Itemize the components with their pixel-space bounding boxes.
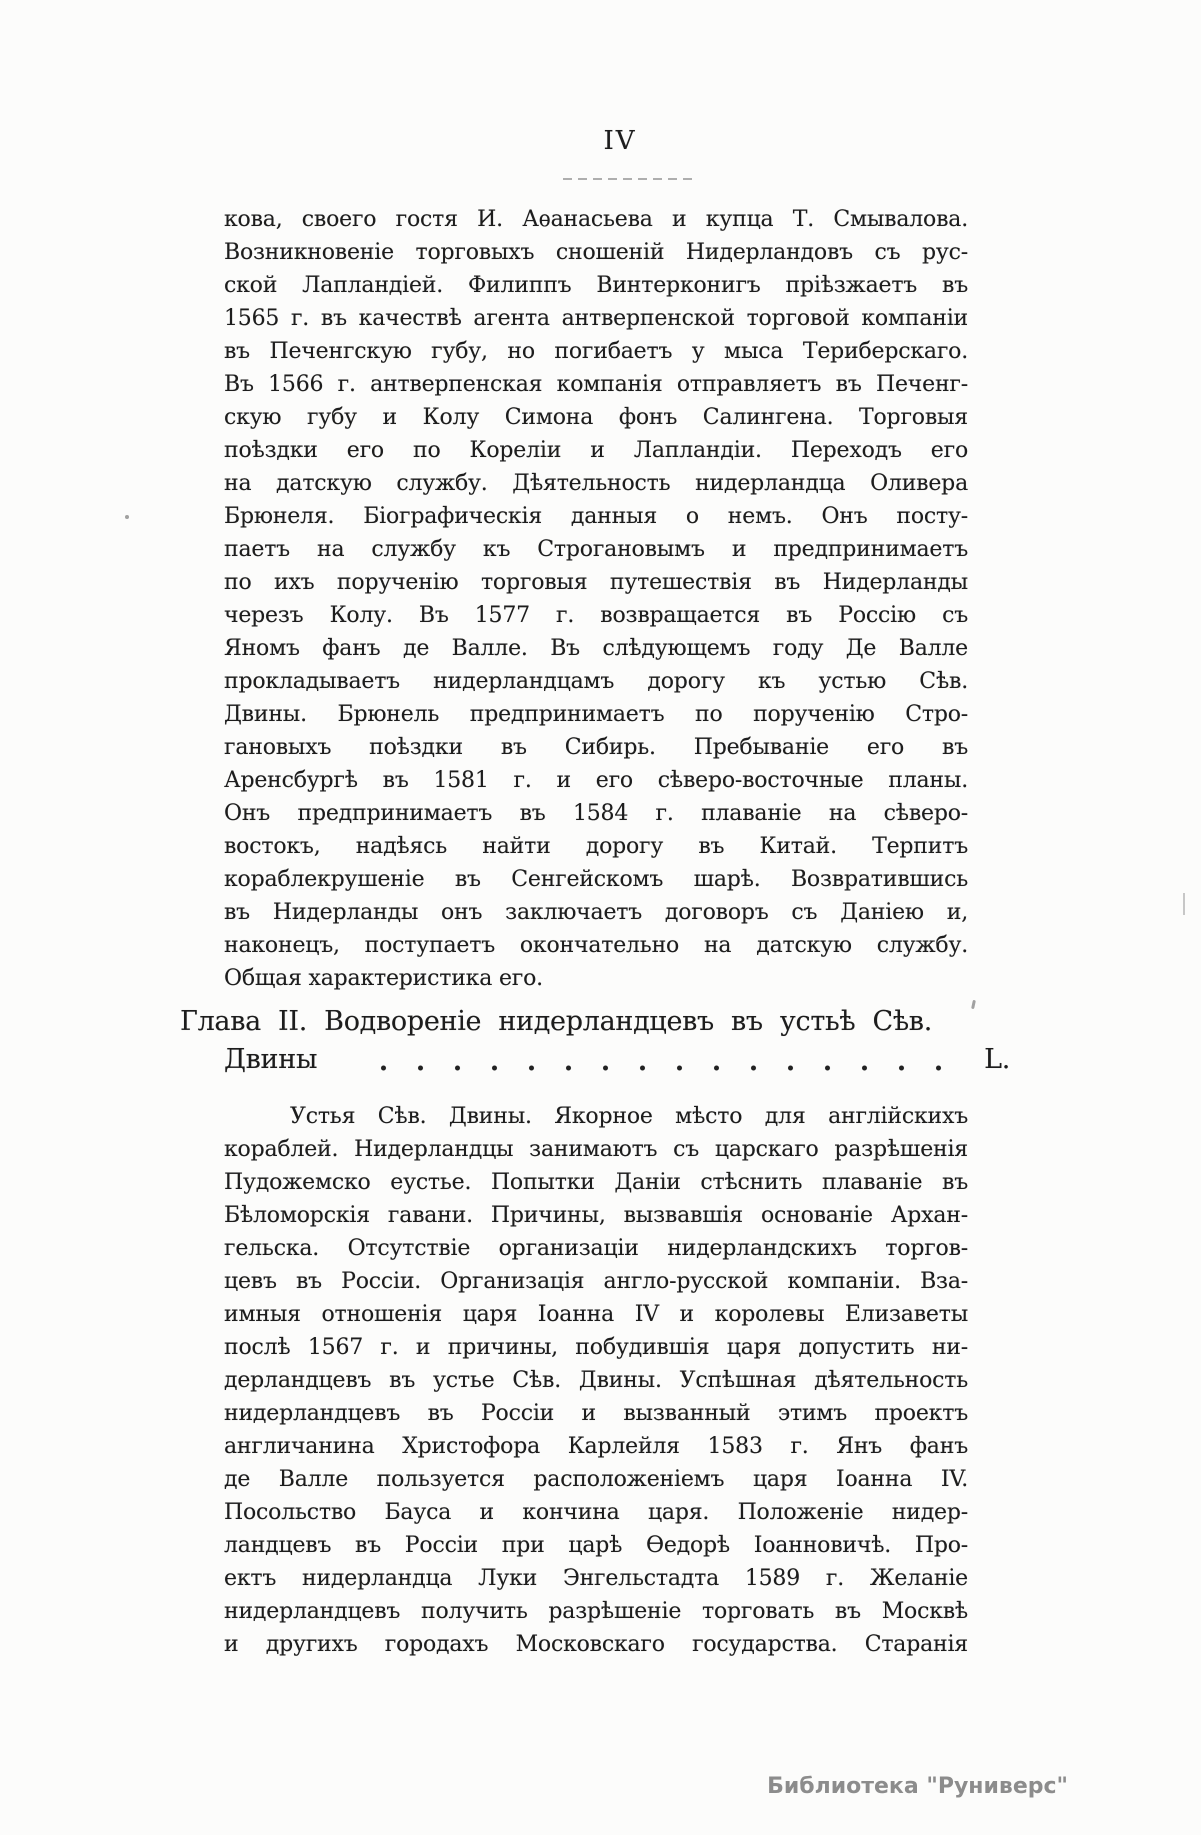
chapter1-summary-paragraph: [224, 203, 968, 962]
toc-text-line: ландцевъ въ Россіи при царѣ Ѳедорѣ Іоанновичѣ. Про-: [224, 1533, 968, 1558]
toc-text-line: нидерландцевъ получить разрѣшеніе торговать въ Москвѣ: [224, 1599, 968, 1624]
library-watermark: Библиотека "Руниверс": [767, 1774, 1068, 1799]
toc-text-line: гельска. Отсутствіе организаціи нидерландскихъ торгов-: [224, 1236, 968, 1261]
page-number-underline: [563, 178, 696, 180]
toc-text-line: Бѣломорскія гавани. Причины, вызвавшія основаніе Архан-: [224, 1203, 968, 1228]
chapter1-summary-last-line: [224, 962, 968, 995]
chapter2-page-reference: L.: [984, 1044, 1010, 1075]
toc-text-line: Посольство Бауса и кончина царя. Положеніе нидер-: [224, 1500, 968, 1525]
toc-text-line: Онъ предпринимаетъ въ 1584 г. плаваніе на сѣверо-: [224, 801, 968, 826]
toc-text-line: дерландцевъ въ устье Сѣв. Двины. Успѣшная дѣятельность: [224, 1368, 968, 1393]
chapter2-summary-paragraph: [224, 1100, 968, 1661]
toc-text-line: черезъ Колу. Въ 1577 г. возвращается въ Россію съ: [224, 603, 968, 628]
chapter2-summary-lines: [224, 1133, 968, 1661]
toc-text-line: Устья Сѣв. Двины. Якорное мѣсто для англійскихъ: [290, 1104, 968, 1129]
toc-text-line: скую губу и Колу Симона фонъ Салингена. Торговыя: [224, 405, 968, 430]
toc-text-line: паетъ на службу къ Строгановымъ и предпринимаетъ: [224, 537, 968, 562]
chapter2-heading-word: Двины: [224, 1044, 318, 1075]
toc-text-line: Брюнеля. Біографическія данныя о немъ. Онъ посту-: [224, 504, 968, 529]
toc-text-line: англичанина Христофора Карлейля 1583 г. Янъ фанъ: [224, 1434, 968, 1459]
toc-text-line: востокъ, надѣясь найти дорогу въ Китай. Терпитъ: [224, 834, 968, 859]
toc-text-line: кораблей. Нидерландцы занимаютъ съ царскаго разрѣшенія: [224, 1137, 968, 1162]
toc-text-line: поѣздки его по Кореліи и Лапландіи. Переходъ его: [224, 438, 968, 463]
toc-text-line: де Валле пользуется расположеніемъ царя Іоанна IV.: [224, 1467, 968, 1492]
chapter2-heading-line1: Глава II. Водвореніе нидерландцевъ въ устьѣ Сѣв.: [180, 1006, 932, 1037]
toc-text-line: по ихъ порученію торговыя путешествія въ Нидерланды: [224, 570, 968, 595]
chapter2-heading-line2: [224, 1041, 1010, 1079]
toc-text-line: гановыхъ поѣздки въ Сибирь. Пребываніе его въ: [224, 735, 968, 760]
toc-text-line: на датскую службу. Дѣятельность нидерландца Оливера: [224, 471, 968, 496]
toc-text-line: послѣ 1567 г. и причины, побудившія царя допустить ни-: [224, 1335, 968, 1360]
toc-text-line: Двины. Брюнель предпринимаетъ по порученію Стро-: [224, 702, 968, 727]
toc-text-line: нидерландцевъ въ Россіи и вызванный этимъ проектъ: [224, 1401, 968, 1426]
toc-text-line: въ Нидерланды онъ заключаетъ договоръ съ Даніею и,: [224, 900, 968, 925]
toc-text-line: Въ 1566 г. антверпенская компанія отправляетъ въ Печенг-: [224, 372, 968, 397]
toc-text-line: прокладываетъ нидерландцамъ дорогу къ устью Сѣв.: [224, 669, 968, 694]
dot-leader: [365, 1064, 970, 1072]
toc-text-line: имныя отношенія царя Іоанна IV и королевы Елизаветы: [224, 1302, 968, 1327]
page-number: IV: [603, 126, 637, 156]
toc-text-line: Пудожемско еустье. Попытки Даніи стѣснить плаваніе въ: [224, 1170, 968, 1195]
toc-text-line: кораблекрушеніе въ Сенгейскомъ шарѣ. Возвратившись: [224, 867, 968, 892]
toc-text-line: наконецъ, поступаетъ окончательно на датскую службу.: [224, 933, 968, 958]
toc-text-line: Возникновеніе торговыхъ сношеній Нидерландовъ съ рус-: [224, 240, 968, 265]
toc-text-line: ской Лапландіей. Филиппъ Винтерконигъ пріѣзжаетъ въ: [224, 273, 968, 298]
toc-text-line: Аренсбургѣ въ 1581 г. и его сѣверо-восточные планы.: [224, 768, 968, 793]
toc-text-line: и другихъ городахъ Московскаго государства. Старанія: [224, 1632, 968, 1657]
chapter2-heading: [180, 1003, 1010, 1079]
toc-text-line: Яномъ фанъ де Валле. Въ слѣдующемъ году Де Валле: [224, 636, 968, 661]
scan-edge-artifact: [1183, 893, 1185, 915]
toc-text-line: въ Печенгскую губу, но погибаетъ у мыса Териберскаго.: [224, 339, 968, 364]
toc-text-line: кова, своего гостя И. Аѳанасьева и купца Т. Смывалова.: [224, 207, 968, 232]
toc-text-line: ектъ нидерландца Луки Энгельстадта 1589 г. Желаніе: [224, 1566, 968, 1591]
toc-text-line: цевъ въ Россіи. Организація англо-русской компаніи. Вза-: [224, 1269, 968, 1294]
scan-speck: [125, 515, 129, 519]
toc-text-line: 1565 г. въ качествѣ агента антверпенской торговой компаніи: [224, 306, 968, 331]
toc-text-line: Общая характеристика его.: [224, 966, 543, 991]
